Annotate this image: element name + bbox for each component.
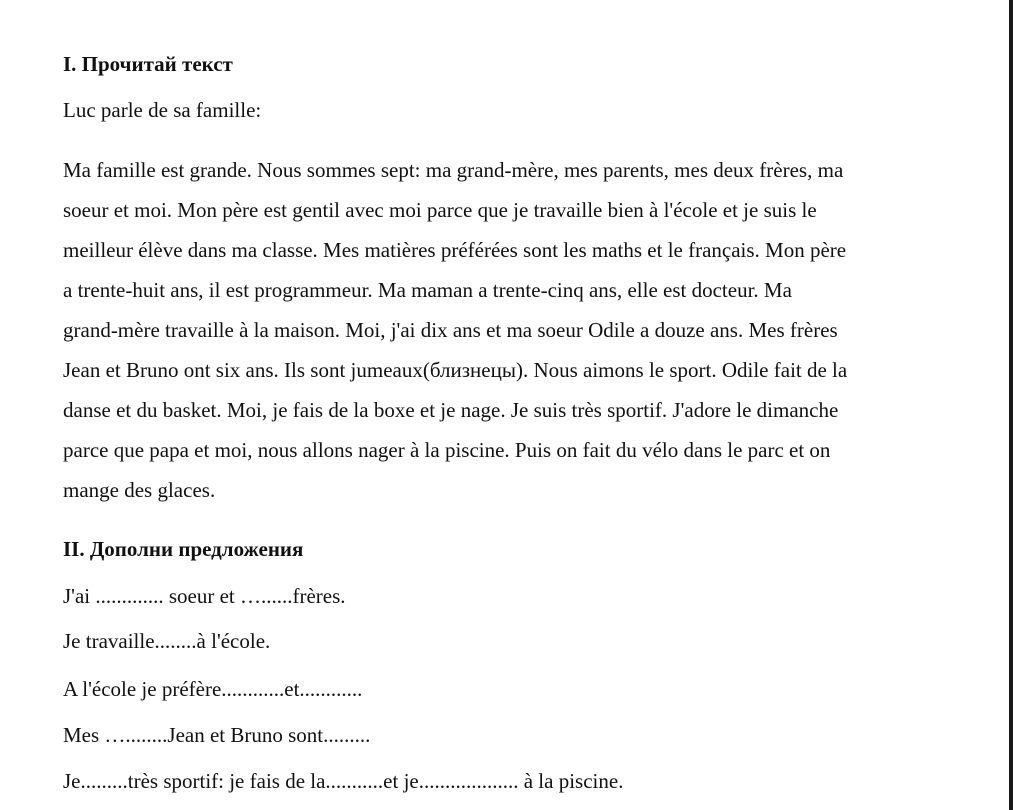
exercise-sentence: Je travaille........à l'école. xyxy=(63,629,271,653)
section-2-title: II. Дополни предложения xyxy=(63,537,304,561)
reading-text-line: grand-mère travaille à la maison. Moi, j'ai dix ans et ma soeur Odile a douze ans. Mes frères xyxy=(63,318,838,342)
section-1-title: I. Прочитай текст xyxy=(63,52,233,76)
reading-text-line: danse et du basket. Moi, je fais de la boxe et je nage. Je suis très sportif. J'adore le dimanche xyxy=(63,398,839,422)
exercise-sentence: J'ai ............. soeur et …......frères. xyxy=(63,584,346,608)
exercise-sentence: Mes …........Jean et Bruno sont......... xyxy=(63,723,371,747)
reading-text-line: mange des glaces. xyxy=(63,478,216,502)
section-1-intro: Luc parle de sa famille: xyxy=(63,98,262,122)
reading-text xyxy=(63,150,847,510)
reading-text-line: meilleur élève dans ma classe. Mes matières préférées sont les maths et le français. Mon père xyxy=(63,238,847,262)
reading-text-line: a trente-huit ans, il est programmeur. Ma maman a trente-cinq ans, elle est docteur. Ma xyxy=(63,278,792,302)
reading-text-line: Ma famille est grande. Nous sommes sept: ma grand-mère, mes parents, mes deux frères, ma xyxy=(63,158,844,182)
reading-text-line: parce que papa et moi, nous allons nager à la piscine. Puis on fait du vélo dans le parc et on xyxy=(63,438,831,462)
exercise-sentence: A l'école je préfère............et............ xyxy=(63,677,363,701)
reading-text-line: soeur et moi. Mon père est gentil avec moi parce que je travaille bien à l'école et je suis le xyxy=(63,198,817,222)
page-edge-border xyxy=(1009,0,1013,810)
reading-text-line: Jean et Bruno ont six ans. Ils sont jumeaux(близнецы). Nous aimons le sport. Odile fait de la xyxy=(63,358,848,382)
exercise-sentence: Je.........très sportif: je fais de la...........et je................... à la piscine. xyxy=(63,769,624,793)
